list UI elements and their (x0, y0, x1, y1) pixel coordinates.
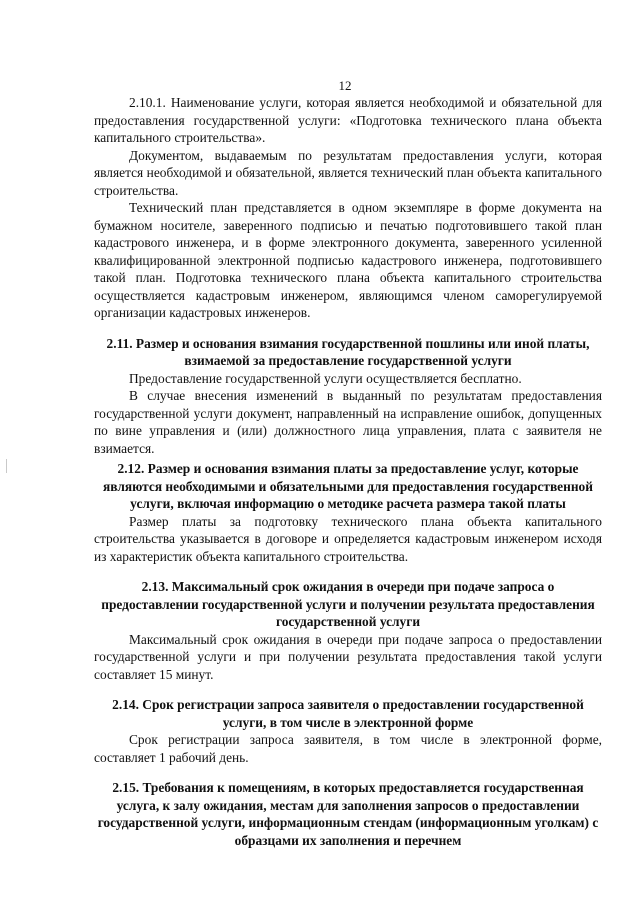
margin-mark (6, 459, 7, 473)
heading-2-14: 2.14. Срок регистрации запроса заявителя о предоставлении государственной услуги, в том числе в электронной форме (112, 697, 584, 730)
paragraph-registration-time: Срок регистрации запроса заявителя, в том числе в электронной форме, составляет 1 рабочий день. (94, 732, 602, 765)
heading-2-15: 2.15. Требования к помещениям, в которых предоставляется государственная услуга, к залу ожидания, местам для заполнения запросов о предоставлении государственной услуги, информационным стендам (информационным уголкам) с образцами их заполнения и перечнем (97, 780, 599, 848)
paragraph-fee-size: Размер платы за подготовку технического плана объекта капитального строительства указывается в договоре и определяется кадастровым инженером исходя из характеристик объекта капитального строительства. (94, 513, 602, 564)
paragraph-document-result: Документом, выдаваемым по результатам предоставления услуги, которая является необходимой и обязательной, является технический план объекта капитального строительства. (94, 147, 602, 198)
heading-2-11: 2.11. Размер и основания взимания государственной пошлины или иной платы, взимаемой за предоставление государственной услуги (106, 335, 590, 368)
paragraph-technical-plan: Технический план представляется в одном экземпляре в форме документа на бумажном носителе, заверенного подписью и печатью подготовившего такой план кадастрового инженера, и в форме электронного документа, заверенного усиленной квалифицированной электронной подписью кадастрового инженера, подготовившего такой план. Подготовка технического плана объекта капитального строительства осуществляется кадастровым инженером, являющимся членом саморегулируемой организации кадастровых инженеров. (94, 200, 602, 320)
document-body (94, 94, 602, 849)
paragraph-free-service: Предоставление государственной услуги осуществляется бесплатно. (129, 370, 522, 386)
paragraph-2-10-1: 2.10.1. Наименование услуги, которая является необходимой и обязательной для предоставления государственной услуги: «Подготовка технического плана объекта капитального строительства». (94, 95, 602, 145)
heading-2-12: 2.12. Размер и основания взимания платы за предоставление услуг, которые являются необходимыми и обязательными для предоставления государственной услуги, включая информацию о методике расчета размера такой платы (103, 461, 593, 511)
paragraph-corrections: В случае внесения изменений в выданный по результатам предоставления государственной услуги документ, направленный на исправление ошибок, допущенных по вине управления и (или) должностного лица управления, плата с заявителя не взимается. (94, 388, 602, 456)
paragraph-queue-time: Максимальный срок ожидания в очереди при подаче запроса о предоставлении государственной услуги и при получении результата предоставления такой услуги составляет 15 минут. (94, 631, 602, 682)
heading-2-13: 2.13. Максимальный срок ожидания в очереди при подаче запроса о предоставлении государственной услуги и получении результата предоставления государственной услуги (101, 579, 595, 629)
page-number: 12 (338, 78, 352, 93)
